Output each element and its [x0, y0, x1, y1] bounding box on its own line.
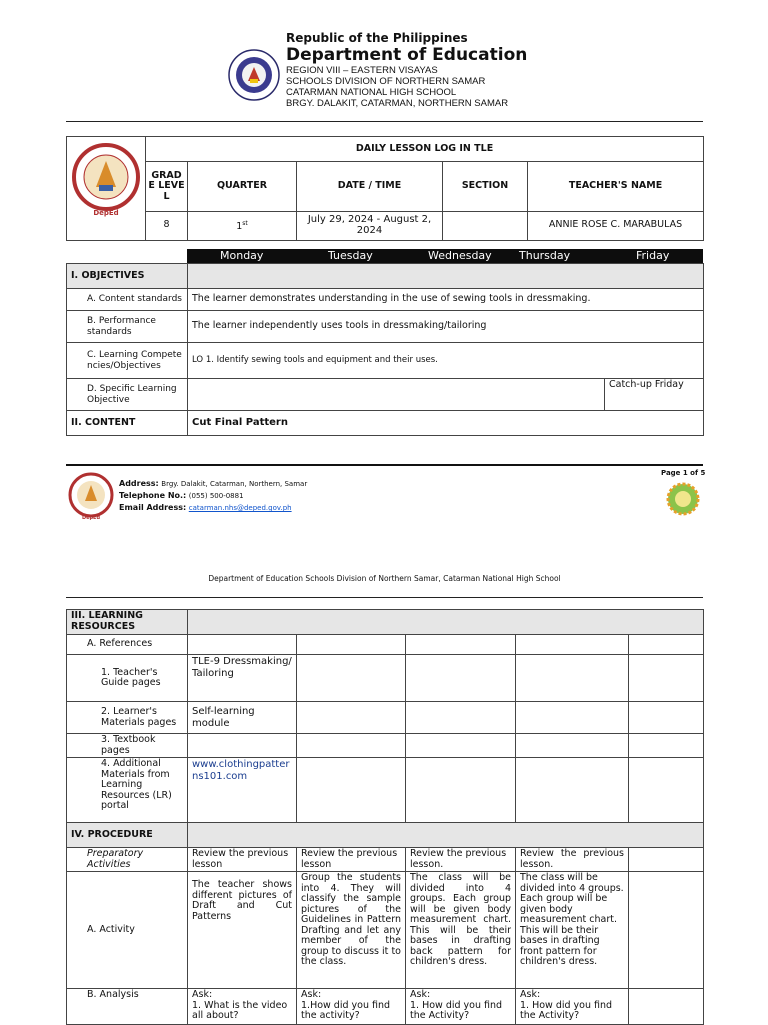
analysis-mon: Ask: 1. What is the video all about?	[188, 989, 297, 1025]
tb-mon	[188, 734, 297, 758]
specific-objective-label: D. Specific Learning Objective	[67, 379, 188, 411]
activity-label: A. Activity	[67, 872, 188, 989]
quarter-suffix: st	[242, 219, 248, 227]
tb-wed	[406, 734, 516, 758]
learners-materials-label: 2. Learner's Materials pages	[67, 702, 188, 734]
am-wed	[406, 758, 516, 823]
lm-fri	[629, 702, 704, 734]
references-wed	[406, 635, 516, 655]
tb-fri	[629, 734, 704, 758]
weekday-header-bar	[187, 249, 703, 263]
lesson-info-table	[66, 136, 704, 241]
svg-text:DepEd: DepEd	[81, 515, 101, 521]
footer-badge-logo	[666, 482, 700, 516]
prep-mon: Review the previous lesson	[188, 848, 297, 872]
activity-thu: The class will be divided into 4 groups. Each group will be given body measurement chart. This will be their bases in drafting front pattern for children's dress.	[516, 872, 629, 989]
grade-value: 8	[146, 211, 188, 240]
textbook-label: 3. Textbook pages	[67, 734, 188, 758]
resources-heading: III. LEARNING RESOURCES	[67, 610, 188, 635]
department-title: Department of Education	[286, 45, 528, 65]
teacher-value: ANNIE ROSE C. MARABULAS	[528, 211, 704, 240]
tb-tue	[297, 734, 406, 758]
analysis-label: B. Analysis	[67, 989, 188, 1025]
quarter-label: QUARTER	[188, 162, 297, 212]
performance-standards-label: B. Performance standards	[67, 311, 188, 343]
prep-label: Preparatory Activities	[67, 848, 188, 872]
procedure-heading-fill	[188, 823, 704, 848]
references-tue	[297, 635, 406, 655]
additional-materials-label: 4. Additional Materials from Learning Resources (LR) portal	[67, 758, 188, 823]
content-standards-value: The learner demonstrates understanding in the use of sewing tools in dressmaking.	[188, 289, 704, 311]
footer-school-logo	[67, 471, 115, 521]
am-thu	[516, 758, 629, 823]
grade-label: GRAD E LEVE L	[146, 162, 188, 212]
address-line: BRGY. DALAKIT, CATARMAN, NORTHERN SAMAR	[286, 98, 509, 109]
school-logo-cell	[67, 137, 146, 241]
analysis-fri	[629, 989, 704, 1025]
am-tue	[297, 758, 406, 823]
header-divider	[66, 121, 703, 122]
day-thursday: Thursday	[519, 249, 571, 262]
phone-label: Telephone No.:	[119, 491, 187, 500]
tg-fri	[629, 655, 704, 702]
activity-fri	[629, 872, 704, 989]
quarter-value	[188, 211, 297, 240]
prep-fri	[629, 848, 704, 872]
email-label: Email Address:	[119, 503, 187, 512]
procedure-heading: IV. PROCEDURE	[67, 823, 188, 848]
objectives-table	[66, 263, 704, 436]
resources-heading-fill	[188, 610, 704, 635]
prep-wed: Review the previous lesson.	[406, 848, 516, 872]
references-thu	[516, 635, 629, 655]
address-value: Brgy. Dalakit, Catarman, Northern, Samar	[161, 480, 308, 488]
day-friday: Friday	[636, 249, 670, 262]
section-value	[443, 211, 528, 240]
content-value: Cut Final Pattern	[188, 411, 704, 436]
objectives-heading-fill	[188, 264, 704, 289]
school-seal-logo	[67, 137, 146, 236]
teachers-guide-value: TLE-9 Dressmaking/Tailoring	[188, 655, 297, 702]
day-wednesday: Wednesday	[428, 249, 492, 262]
republic-text: Republic of the Philippines	[286, 31, 468, 45]
references-mon	[188, 635, 297, 655]
footer-phone	[119, 490, 307, 502]
quarter-number: 1	[236, 221, 243, 233]
division-line: SCHOOLS DIVISION OF NORTHERN SAMAR	[286, 76, 486, 87]
footer-email	[119, 502, 307, 514]
references-fri	[629, 635, 704, 655]
address-label: Address:	[119, 479, 159, 488]
day-monday: Monday	[220, 249, 264, 262]
performance-standards-value: The learner independently uses tools in dressmaking/tailoring	[188, 311, 704, 343]
tg-wed	[406, 655, 516, 702]
lm-thu	[516, 702, 629, 734]
phone-value: (055) 500-0881	[188, 492, 244, 500]
analysis-tue: Ask: 1.How did you find the activity?	[297, 989, 406, 1025]
activity-wed: The class will be divided into 4 groups. Each group will be given body measurement chart. This will be their bases in drafting back pattern for children's dress.	[406, 872, 516, 989]
prep-thu: Review the previous lesson.	[516, 848, 629, 872]
competencies-label: C. Learning Competencies/Objectives	[67, 343, 188, 379]
region-line: REGION VIII – EASTERN VISAYAS	[286, 65, 438, 76]
activity-mon: The teacher shows different pictures of Draft and Cut Patterns	[188, 872, 297, 989]
lm-tue	[297, 702, 406, 734]
prep-tue: Review the previous lesson	[297, 848, 406, 872]
specific-objective-value	[188, 379, 605, 411]
teachers-guide-label: 1. Teacher's Guide pages	[67, 655, 188, 702]
catch-up-friday: Catch-up Friday	[605, 379, 704, 411]
footer-address	[119, 478, 307, 490]
teacher-label: TEACHER'S NAME	[528, 162, 704, 212]
footer-divider	[66, 464, 703, 466]
deped-seal-logo	[228, 49, 280, 101]
content-heading: II. CONTENT	[67, 411, 188, 436]
footer-contact	[119, 478, 307, 514]
date-label: DATE / TIME	[297, 162, 443, 212]
content-standards-label: A. Content standards	[67, 289, 188, 311]
competencies-value: LO 1. Identify sewing tools and equipment and their uses.	[188, 343, 704, 379]
objectives-heading: I. OBJECTIVES	[67, 264, 188, 289]
references-label: A. References	[67, 635, 188, 655]
activity-tue: Group the students into 4. They will classify the sample pictures of the Guidelines in Pattern Drafting and let any member of the group to discuss it to the class.	[297, 872, 406, 989]
lm-wed	[406, 702, 516, 734]
resources-procedure-table	[66, 609, 704, 1025]
page-number: Page 1 of 5	[661, 469, 706, 477]
page2-header: Department of Education Schools Division of Northern Samar, Catarman National High School	[208, 574, 561, 583]
log-title: DAILY LESSON LOG IN TLE	[146, 137, 704, 162]
am-fri	[629, 758, 704, 823]
analysis-wed: Ask: 1. How did you find the Activity?	[406, 989, 516, 1025]
day-tuesday: Tuesday	[328, 249, 373, 262]
tb-thu	[516, 734, 629, 758]
analysis-thu: Ask: 1. How did you find the Activity?	[516, 989, 629, 1025]
email-link[interactable]: catarman.nhs@deped.gov.ph	[188, 504, 292, 512]
date-value: July 29, 2024 - August 2, 2024	[297, 211, 443, 240]
learners-materials-value: Self-learning module	[188, 702, 297, 734]
svg-text:DepEd: DepEd	[93, 209, 119, 217]
section-label: SECTION	[443, 162, 528, 212]
tg-tue	[297, 655, 406, 702]
tg-thu	[516, 655, 629, 702]
school-line: CATARMAN NATIONAL HIGH SCHOOL	[286, 87, 457, 98]
letterhead	[286, 31, 527, 109]
page2-divider	[66, 597, 703, 598]
additional-materials-link[interactable]: www.clothingpatterns101.com	[188, 758, 297, 823]
